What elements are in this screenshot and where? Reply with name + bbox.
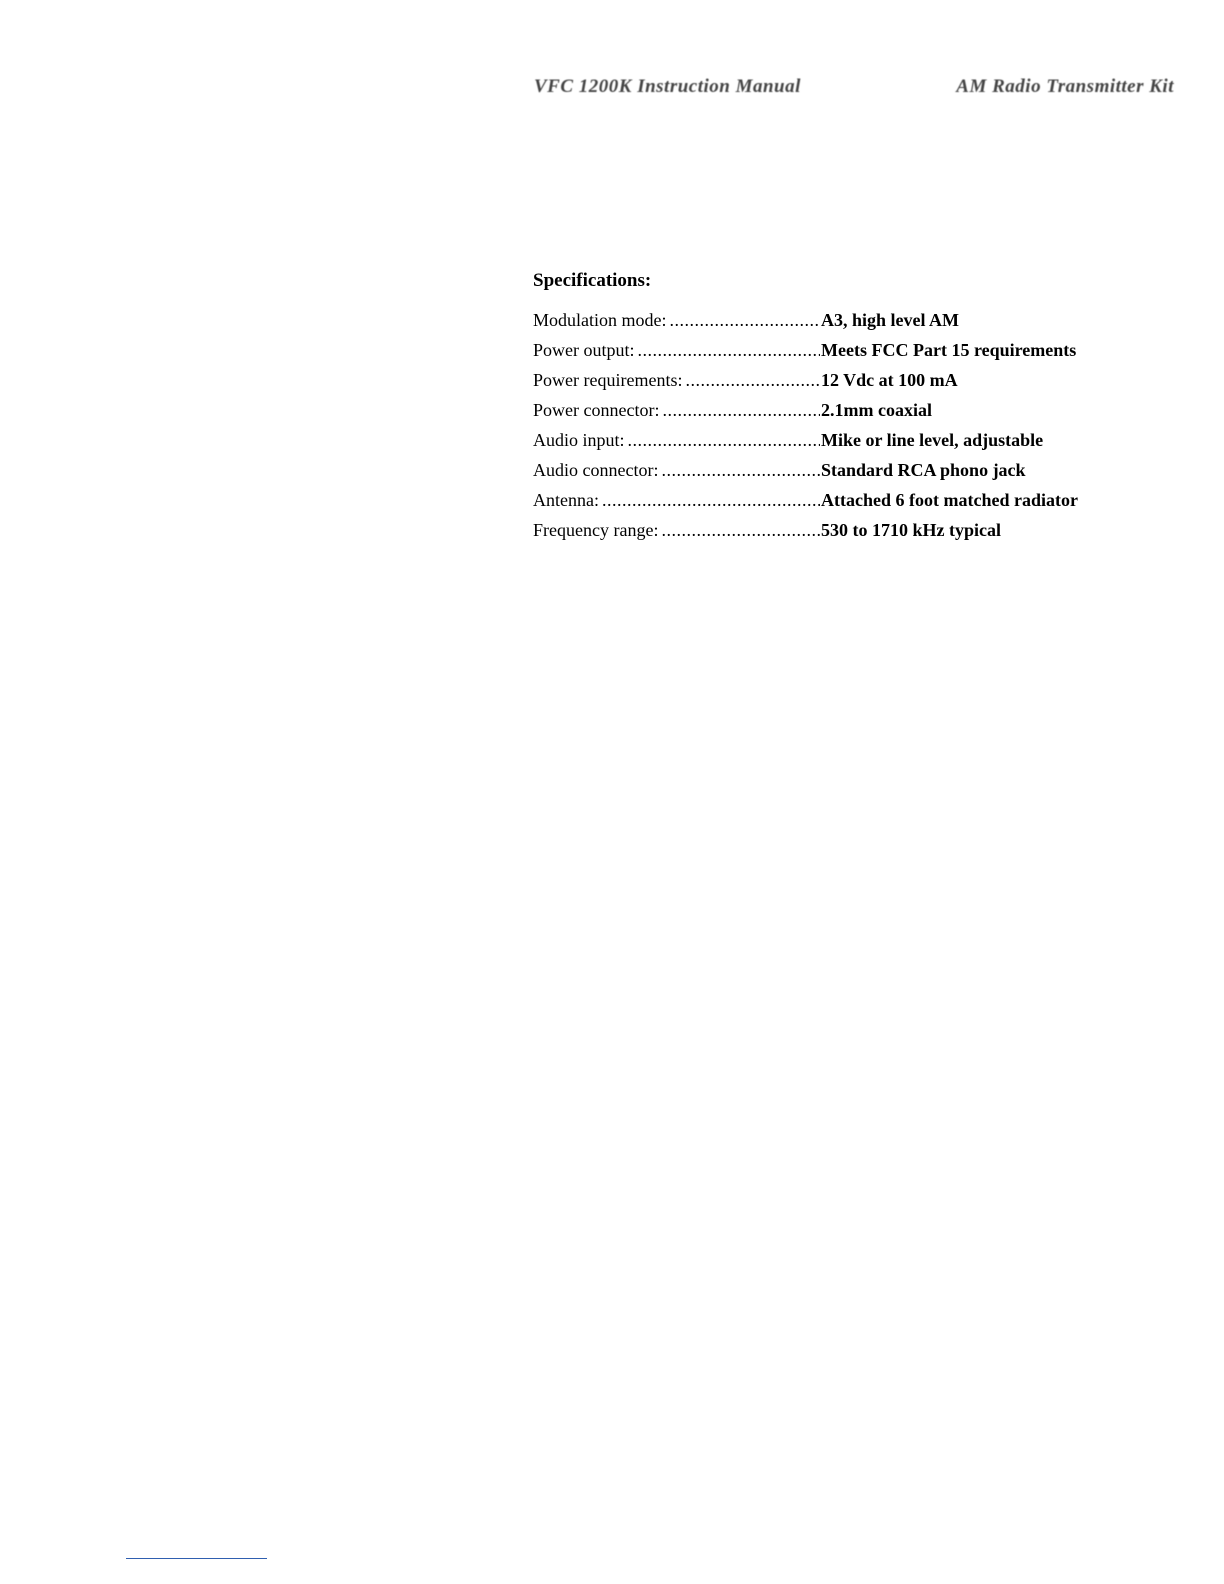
spec-label: Modulation mode: <box>533 310 667 330</box>
spec-row-audio-connector <box>533 455 1103 485</box>
dot-leader <box>661 515 820 545</box>
spec-value: A3, high level AM <box>821 310 959 330</box>
spec-value: 2.1mm coaxial <box>821 400 932 420</box>
spec-row-modulation-mode <box>533 305 1103 335</box>
spec-value: Meets FCC Part 15 requirements <box>821 340 1077 360</box>
header-manual-title: VFC 1200K Instruction Manual <box>534 76 801 97</box>
dot-leader <box>662 395 820 425</box>
spec-row-power-connector <box>533 395 1103 425</box>
dot-leader <box>685 365 820 395</box>
spec-label: Power output: <box>533 340 635 360</box>
spec-value: Attached 6 foot matched radiator <box>821 490 1078 510</box>
spec-value: Mike or line level, adjustable <box>821 430 1044 450</box>
spec-value: 12 Vdc at 100 mA <box>821 370 958 390</box>
running-header <box>534 76 1174 102</box>
spec-value: 530 to 1710 kHz typical <box>821 520 1001 540</box>
spec-label: Audio connector: <box>533 460 659 480</box>
spec-row-power-output <box>533 335 1103 365</box>
dot-leader <box>670 305 821 335</box>
specifications-heading: Specifications: <box>533 270 652 291</box>
spec-label: Audio input: <box>533 430 625 450</box>
header-product-title: AM Radio Transmitter Kit <box>956 76 1174 97</box>
spec-label: Antenna: <box>533 490 599 510</box>
spec-row-frequency-range <box>533 515 1103 545</box>
spec-label: Frequency range: <box>533 520 659 540</box>
dot-leader <box>602 485 820 515</box>
dot-leader <box>638 335 821 365</box>
specifications-list <box>533 305 1103 545</box>
spec-label: Power requirements: <box>533 370 683 390</box>
spec-value: Standard RCA phono jack <box>821 460 1026 480</box>
footnote-separator <box>126 1558 267 1559</box>
spec-label: Power connector: <box>533 400 660 420</box>
spec-row-antenna <box>533 485 1103 515</box>
spec-row-power-requirements <box>533 365 1103 395</box>
spec-row-audio-input <box>533 425 1103 455</box>
dot-leader <box>628 425 820 455</box>
specifications-section <box>533 268 1103 545</box>
dot-leader <box>661 455 820 485</box>
